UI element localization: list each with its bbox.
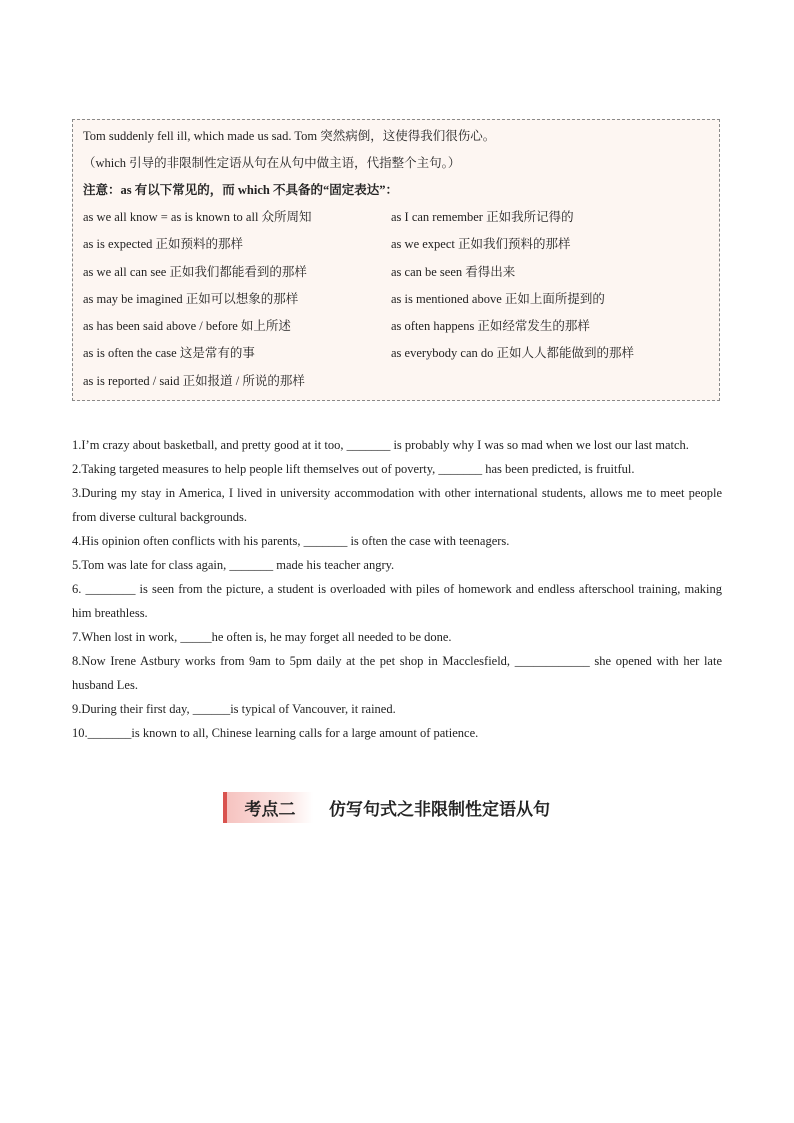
expression-left: as is expected 正如预料的那样 xyxy=(83,237,244,251)
expression-left: as is often the case 这是常有的事 xyxy=(83,346,255,360)
question-item: 2.Taking targeted measures to help people lift themselves out of poverty, _______ has been predicted, is fruitful. xyxy=(72,462,635,476)
question-item: 8.Now Irene Astbury works from 9am to 5pm daily at the pet shop in Macclesfield, ____________ she opened with her late husband Les. xyxy=(72,654,722,692)
expression-right: as I can remember 正如我所记得的 xyxy=(391,210,574,224)
question-item: 5.Tom was late for class again, _______ made his teacher angry. xyxy=(72,558,395,572)
question-item: 3.During my stay in America, I lived in university accommodation with other international students, allows me to meet people from diverse cultural backgrounds. xyxy=(72,486,722,524)
expression-right: as is mentioned above 正如上面所提到的 xyxy=(391,292,605,306)
expression-left: as may be imagined 正如可以想象的那样 xyxy=(83,292,299,306)
note-box xyxy=(72,119,720,401)
section-header xyxy=(223,792,550,823)
section-badge: 考点二 xyxy=(223,792,313,823)
example-sentence: Tom suddenly fell ill, which made us sad. Tom 突然病倒，这使得我们很伤心。 xyxy=(83,129,496,143)
question-item: 6. ________ is seen from the picture, a student is overloaded with piles of homework and endless afterschool training, making him breathless. xyxy=(72,582,722,620)
question-item: 9.During their first day, ______is typical of Vancouver, it rained. xyxy=(72,702,396,716)
question-item: 4.His opinion often conflicts with his parents, _______ is often the case with teenagers. xyxy=(72,534,510,548)
explanation-line: （which 引导的非限制性定语从句在从句中做主语，代指整个主句。） xyxy=(83,156,461,170)
notice-heading: 注意：as 有以下常见的，而 which 不具备的“固定表达”： xyxy=(83,183,398,197)
expression-left: as we all know = as is known to all 众所周知 xyxy=(83,210,312,224)
expression-right: as we expect 正如我们预料的那样 xyxy=(391,237,571,251)
question-item: 1.I’m crazy about basketball, and pretty good at it too, _______ is probably why I was so mad when we lost our last match. xyxy=(72,438,689,452)
expression-right: as can be seen 看得出来 xyxy=(391,265,516,279)
expression-left: as has been said above / before 如上所述 xyxy=(83,319,291,333)
section-title: 仿写句式之非限制性定语从句 xyxy=(329,800,550,820)
question-list xyxy=(72,433,722,745)
expression-left: as is reported / said 正如报道 / 所说的那样 xyxy=(83,374,305,388)
expression-left: as we all can see 正如我们都能看到的那样 xyxy=(83,265,307,279)
question-item: 7.When lost in work, _____he often is, he may forget all needed to be done. xyxy=(72,630,452,644)
expression-right: as often happens 正如经常发生的那样 xyxy=(391,319,590,333)
question-item: 10._______is known to all, Chinese learning calls for a large amount of patience. xyxy=(72,726,479,740)
expression-right: as everybody can do 正如人人都能做到的那样 xyxy=(391,346,635,360)
